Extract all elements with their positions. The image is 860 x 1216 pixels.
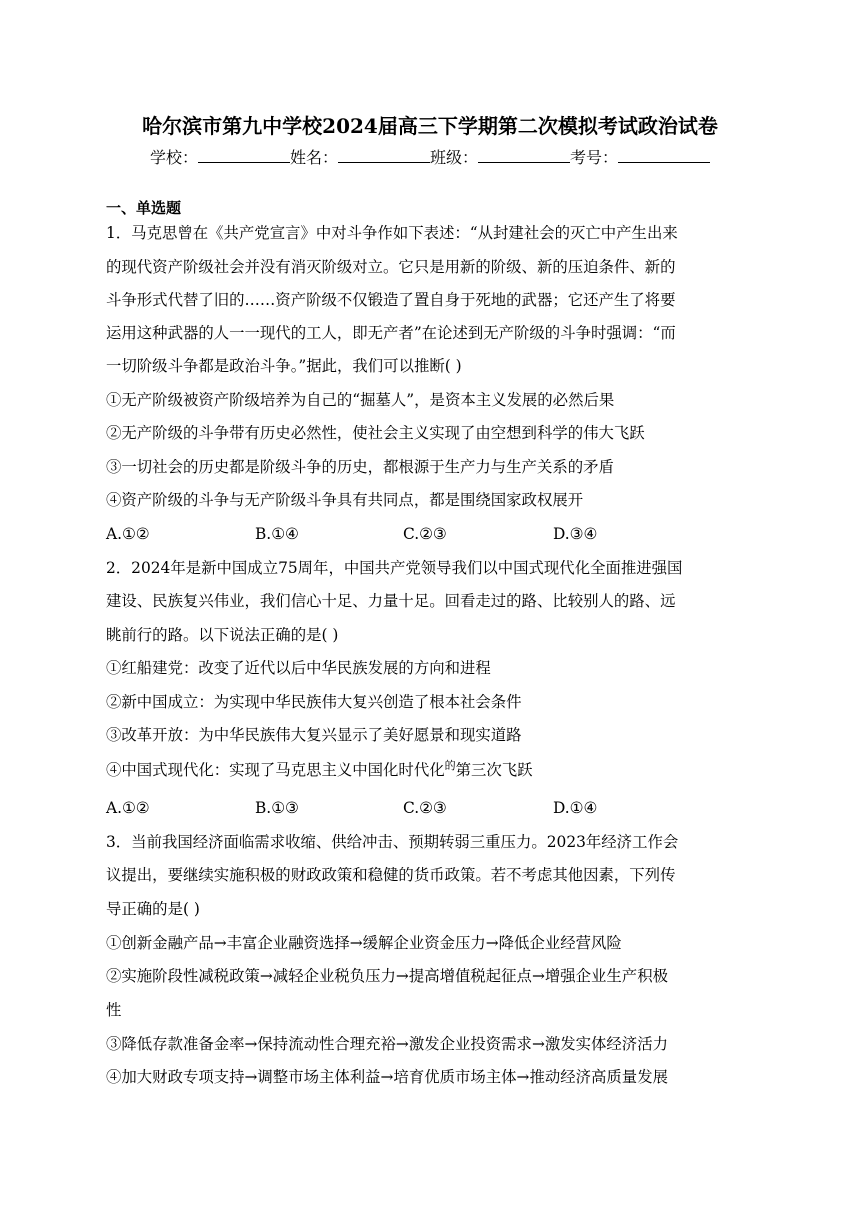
- q1-option-b: B.①④: [255, 525, 299, 543]
- q2-statement: ③改革开放：为中华民族伟大复兴显示了美好愿景和现实道路: [106, 726, 522, 744]
- q1-statement: ②无产阶级的斗争带有历史必然性，使社会主义实现了由空想到科学的伟大飞跃: [106, 424, 645, 442]
- q2-stem-line: 眺前行的路。以下说法正确的是( ): [106, 626, 339, 644]
- q2-statement4-tail: 第三次飞跃: [455, 761, 533, 779]
- q1-stem-line: 一切阶级斗争都是政治斗争。”据此，我们可以推断( ): [106, 357, 462, 375]
- name-field: [290, 146, 430, 169]
- q2-stem-line: 建设、民族复兴伟业，我们信心十足、力量十足。回看走过的路、比较别人的路、远: [106, 592, 676, 610]
- q1-stem-line: 斗争形式代替了旧的……资产阶级不仅锻造了置自身于死地的武器；它还产生了将要: [106, 291, 676, 309]
- q3-statement: 性: [106, 1001, 122, 1019]
- q2-option-d: D.①④: [553, 799, 598, 817]
- q2-stem-line: 2．2024年是新中国成立75周年，中国共产党领导我们以中国式现代化全面推进强国: [106, 559, 683, 577]
- q3-statement: ④加大财政专项支持→调整市场主体利益→培育优质市场主体→推动经济高质量发展: [106, 1068, 668, 1086]
- q2-statement: ②新中国成立：为实现中华民族伟大复兴创造了根本社会条件: [106, 693, 522, 711]
- school-label: 学校：: [149, 148, 198, 167]
- exam-no-label: 考号：: [570, 148, 619, 167]
- q1-statement: ③一切社会的历史都是阶级斗争的历史，都根源于生产力与生产关系的矛盾: [106, 458, 614, 476]
- q3-stem-line: 3．当前我国经济面临需求收缩、供给冲击、预期转弱三重压力。2023年经济工作会: [106, 833, 679, 851]
- q1-stem-line: 运用这种武器的人一一现代的工人，即无产者”在论述到无产阶级的斗争时强调：“而: [106, 324, 676, 342]
- q1-stem-line: 的现代资产阶级社会并没有消灭阶级对立。它只是用新的阶级、新的压迫条件、新的: [106, 258, 676, 276]
- q1-option-a: A.①②: [106, 525, 150, 543]
- q1-option-d: D.③④: [553, 525, 598, 543]
- school-blank: [198, 146, 290, 163]
- q2-statement4-sup: 的: [444, 759, 456, 772]
- q1-statement: ④资产阶级的斗争与无产阶级斗争具有共同点，都是围绕国家政权展开: [106, 491, 584, 509]
- student-info-line: [0, 146, 860, 169]
- q1-statement: ①无产阶级被资产阶级培养为自己的“掘墓人”，是资本主义发展的必然后果: [106, 391, 615, 409]
- q3-stem-line: 导正确的是( ): [106, 900, 200, 918]
- q1-option-c: C.②③: [403, 525, 447, 543]
- section-title: 一、单选题: [106, 199, 182, 217]
- q2-option-c: C.②③: [403, 799, 447, 817]
- q1-stem-line: 1．马克思曾在《共产党宣言》中对斗争作如下表述：“从封建社会的灭亡中产生出来: [106, 224, 678, 242]
- q2-option-a: A.①②: [106, 799, 150, 817]
- exam-no-blank: [618, 146, 710, 163]
- q2-statement: [106, 759, 756, 781]
- q3-statement: ①创新金融产品→丰富企业融资选择→缓解企业资金压力→降低企业经营风险: [106, 934, 622, 952]
- exam-no-field: [570, 146, 710, 169]
- school-field: [150, 146, 290, 169]
- name-label: 姓名：: [289, 148, 338, 167]
- class-field: [430, 146, 570, 169]
- q2-option-b: B.①③: [255, 799, 299, 817]
- q2-statement4-main: ④中国式现代化：实现了马克思主义中国化时代化: [106, 761, 445, 779]
- class-blank: [478, 146, 570, 163]
- q2-statement: ①红船建党：改变了近代以后中华民族发展的方向和进程: [106, 659, 491, 677]
- exam-title: 哈尔滨市第九中学校2024届高三下学期第二次模拟考试政治试卷: [142, 114, 718, 138]
- q3-stem-line: 议提出，要继续实施积极的财政政策和稳健的货币政策。若不考虑其他因素，下列传: [106, 866, 676, 884]
- q3-statement: ③降低存款准备金率→保持流动性合理充裕→激发企业投资需求→激发实体经济活力: [106, 1035, 668, 1053]
- class-label: 班级：: [430, 148, 479, 167]
- name-blank: [338, 146, 430, 163]
- q3-statement: ②实施阶段性减税政策→减轻企业税负压力→提高增值税起征点→增强企业生产积极: [106, 967, 668, 985]
